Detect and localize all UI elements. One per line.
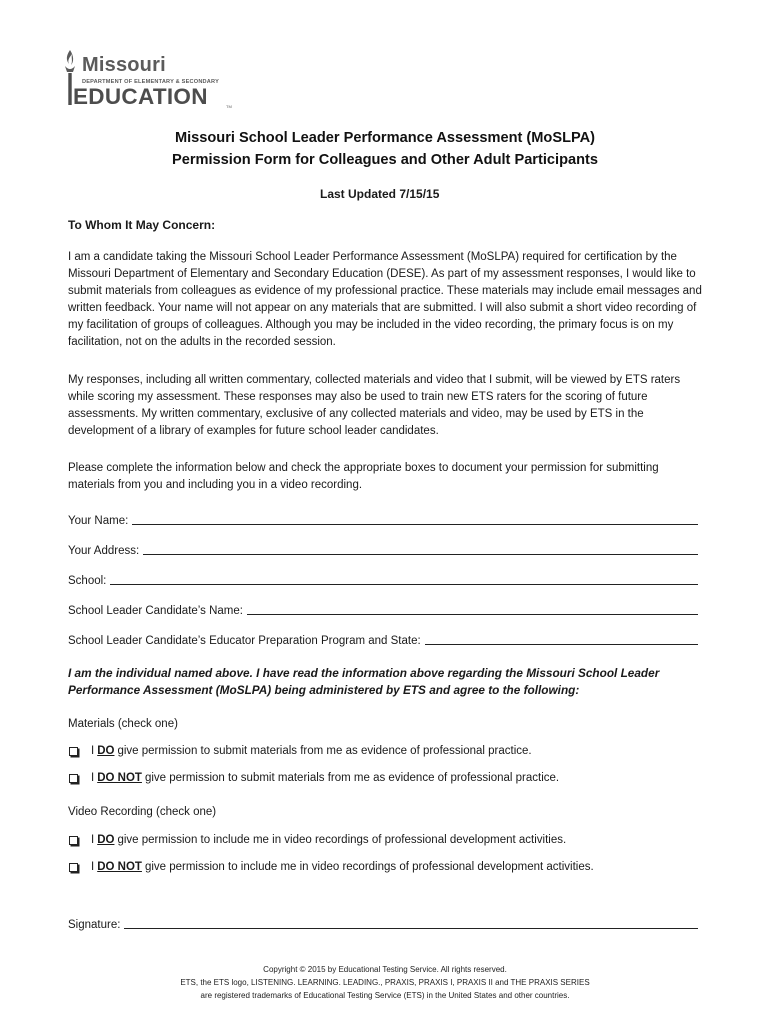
materials-section-label: Materials (check one)	[68, 718, 178, 730]
option-text: give permission to submit materials from me as evidence of professional practice.	[144, 772, 560, 784]
option-emphasis: DO	[97, 745, 115, 757]
missouri-education-logo	[62, 48, 242, 110]
your-name-line[interactable]	[132, 514, 698, 525]
responses-paragraph: My responses, including all written commentary, collected materials and video that I submit, will be viewed by ETS raters while scoring my assessment. These responses may also be used to train new ETS raters for the scoring of future assessments. My written commentary, exclusive of any collected materials and video, may be used by ETS in the development of a library of examples for future school leader candidates.	[68, 374, 681, 438]
your-name-field[interactable]	[68, 511, 698, 527]
video-do-option[interactable]	[68, 834, 566, 846]
your-name-label: Your Name:	[68, 515, 129, 527]
option-text: give permission to include me in video recordings of professional development activities.	[144, 861, 594, 873]
option-prefix: I	[91, 772, 95, 784]
school-line[interactable]	[110, 574, 698, 585]
materials-do-not-option[interactable]	[68, 772, 559, 784]
your-address-field[interactable]	[68, 541, 698, 557]
instructions-paragraph: Please complete the information below and check the appropriate boxes to document your permission for submitting materials from you and including you in a video recording.	[68, 462, 659, 492]
materials-do-checkbox[interactable]	[69, 747, 78, 756]
option-emphasis: DO	[97, 834, 115, 846]
materials-do-not-checkbox[interactable]	[69, 774, 78, 783]
your-address-line[interactable]	[143, 544, 698, 555]
option-prefix: I	[91, 745, 95, 757]
footer-trademarks-cont: are registered trademarks of Educational Testing Service (ETS) in the United States and other countries.	[200, 991, 570, 1000]
program-state-line[interactable]	[425, 634, 698, 645]
footer-copyright: Copyright © 2015 by Educational Testing Service. All rights reserved.	[263, 965, 507, 974]
footer-trademarks: ETS, the ETS logo, LISTENING. LEARNING. LEADING., PRAXIS, PRAXIS I, PRAXIS II and THE PRAXIS SERIES	[180, 978, 590, 987]
signature-line[interactable]	[124, 918, 698, 929]
agreement-statement: I am the individual named above. I have read the information above regarding the Missouri School Leader Performance Assessment (MoSLPA) being administered by ETS and agree to the following:	[68, 666, 660, 698]
materials-do-option[interactable]	[68, 745, 532, 757]
signature-field[interactable]	[68, 915, 698, 931]
your-address-label: Your Address:	[68, 545, 140, 557]
candidate-name-label: School Leader Candidate’s Name:	[68, 605, 243, 617]
option-emphasis: DO NOT	[97, 861, 142, 873]
logo-state-name: Missouri	[82, 54, 166, 76]
form-title: Missouri School Leader Performance Assessment (MoSLPA)	[174, 130, 596, 146]
logo-trademark: TM	[226, 104, 232, 109]
option-emphasis: DO NOT	[97, 772, 142, 784]
video-do-not-checkbox[interactable]	[69, 863, 78, 872]
last-updated: Last Updated 7/15/15	[320, 187, 440, 201]
logo-department: DEPARTMENT OF ELEMENTARY & SECONDARY	[82, 79, 219, 85]
school-label: School:	[68, 575, 107, 587]
program-state-field[interactable]	[68, 631, 698, 647]
intro-paragraph: I am a candidate taking the Missouri School Leader Performance Assessment (MoSLPA) required for certification by the Missouri Department of Elementary and Secondary Education (DESE). As part of my assessment responses, I would like to submit materials from colleagues as evidence of my professional practice. These materials may include email messages and written feedback. Your name will not appear on any materials that are submitted. I will also submit a short video recording of my facilitation of groups of colleagues. Although you may be included in the video recording, the primary focus is on my facilitation, not on the adults in the recorded session.	[68, 251, 702, 349]
signature-label: Signature:	[68, 919, 121, 931]
program-state-label: School Leader Candidate’s Educator Preparation Program and State:	[68, 635, 421, 647]
form-subtitle: Permission Form for Colleagues and Other Adult Participants	[172, 152, 598, 168]
option-prefix: I	[91, 834, 95, 846]
option-text: give permission to submit materials from me as evidence of professional practice.	[117, 745, 532, 757]
option-prefix: I	[91, 861, 95, 873]
logo-education: EDUCATION	[73, 84, 208, 109]
video-section-label: Video Recording (check one)	[68, 806, 217, 818]
option-text: give permission to include me in video recordings of professional development activities.	[117, 834, 567, 846]
video-do-checkbox[interactable]	[69, 836, 78, 845]
candidate-name-line[interactable]	[247, 604, 698, 615]
salutation: To Whom It May Concern:	[68, 218, 216, 232]
school-field[interactable]	[68, 571, 698, 587]
candidate-name-field[interactable]	[68, 601, 698, 617]
video-do-not-option[interactable]	[68, 861, 594, 873]
